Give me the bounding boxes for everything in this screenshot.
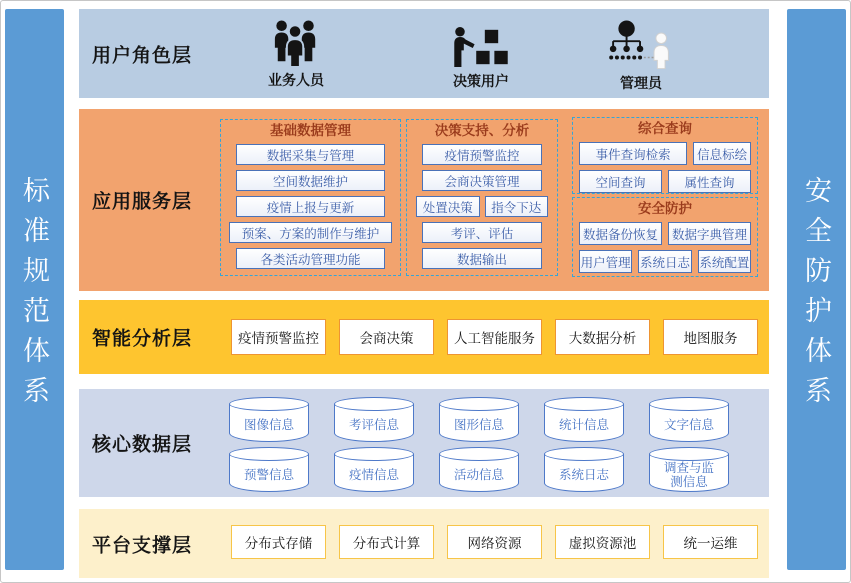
app-box: 信息标绘 (693, 142, 751, 165)
app-box-row (579, 142, 751, 165)
platform-box: 分布式计算 (339, 525, 434, 559)
right-pillar-label: 安全防护体系 (801, 176, 831, 416)
database-cylinder (334, 397, 414, 442)
layer-core-data-label: 核心数据层 (92, 434, 193, 456)
app-box: 各类活动管理功能 (236, 248, 385, 269)
group-security-protection (572, 197, 758, 277)
left-pillar-label: 标准规范体系 (19, 176, 49, 416)
database-cylinder (544, 447, 624, 492)
business-users-icon (268, 19, 324, 67)
group-decision-support (406, 119, 558, 276)
role-business-users-label: 业务人员 (268, 72, 324, 88)
role-admin-label: 管理员 (620, 75, 662, 91)
layer-user-roles (79, 9, 769, 98)
role-admin (579, 20, 703, 93)
database-label: 文字信息 (663, 417, 714, 432)
analysis-box: 会商决策 (339, 319, 434, 355)
app-box: 会商决策管理 (422, 170, 542, 191)
role-decision-user (426, 26, 536, 91)
database-label: 系统日志 (558, 467, 609, 482)
app-box-row (579, 250, 751, 273)
group-security-protection-title: 安全防护 (638, 201, 692, 216)
database-cylinder (439, 447, 519, 492)
app-box: 用户管理 (579, 250, 632, 273)
group-security-protection-body (579, 222, 751, 274)
layer-intelligent-analysis (79, 300, 769, 374)
app-box: 空间查询 (579, 170, 662, 193)
group-decision-support-title: 决策支持、分析 (434, 123, 530, 138)
database-label: 图形信息 (453, 417, 504, 432)
app-box: 空间数据维护 (236, 170, 385, 191)
layer-platform-support-label: 平台支撑层 (92, 535, 193, 556)
group-comprehensive-query (572, 117, 758, 194)
group-decision-support-body (413, 144, 551, 273)
platform-box: 统一运维 (663, 525, 758, 559)
analysis-box: 地图服务 (663, 319, 758, 355)
app-box: 系统配置 (698, 250, 751, 273)
group-basic-data-management-title: 基础数据管理 (270, 123, 351, 138)
database-label: 图像信息 (243, 417, 294, 432)
app-box: 事件查询检索 (579, 142, 687, 165)
group-basic-data-management (220, 119, 401, 276)
platform-box: 网络资源 (447, 525, 542, 559)
database-cylinder (229, 397, 309, 442)
app-box-pair (416, 196, 548, 217)
admin-org-icon (605, 20, 677, 70)
group-basic-data-management-body (227, 144, 394, 273)
app-box: 系统日志 (638, 250, 691, 273)
database-label: 考评信息 (348, 417, 399, 432)
decision-user-icon (449, 26, 513, 68)
analysis-box: 人工智能服务 (447, 319, 542, 355)
layer-core-data (79, 389, 769, 497)
app-box: 疫情上报与更新 (236, 196, 385, 217)
role-decision-user-label: 决策用户 (453, 73, 509, 89)
app-box: 处置决策 (416, 196, 480, 217)
app-box: 指令下达 (485, 196, 549, 217)
database-cylinder (334, 447, 414, 492)
layer-app-services-label: 应用服务层 (92, 191, 193, 213)
app-box: 数据备份恢复 (579, 222, 662, 245)
analysis-box: 大数据分析 (555, 319, 650, 355)
layer-app-services (79, 109, 769, 291)
app-box: 数据采集与管理 (236, 144, 385, 165)
database-cylinder (649, 397, 729, 442)
platform-box: 虚拟资源池 (555, 525, 650, 559)
diagram-main-column (79, 1, 769, 583)
app-box: 预案、方案的制作与维护 (229, 222, 392, 243)
layer-platform-support (79, 509, 769, 578)
database-label: 疫情信息 (348, 467, 399, 482)
database-cylinder (649, 447, 729, 492)
database-label: 活动信息 (453, 467, 504, 482)
analysis-box-row (231, 319, 758, 355)
database-label: 调查与监测信息 (663, 460, 714, 489)
layer-intelligent-analysis-label: 智能分析层 (92, 328, 193, 350)
platform-box: 分布式存储 (231, 525, 326, 559)
database-cylinder (439, 397, 519, 442)
app-box: 考评、评估 (422, 222, 542, 243)
app-box: 属性查询 (668, 170, 751, 193)
role-business-users (236, 19, 356, 90)
database-label: 预警信息 (243, 467, 294, 482)
app-box: 数据输出 (422, 248, 542, 269)
analysis-box: 疫情预警监控 (231, 319, 326, 355)
database-cylinder (229, 447, 309, 492)
layer-user-roles-label: 用户角色层 (92, 45, 193, 66)
platform-box-row (231, 525, 758, 559)
database-label: 统计信息 (558, 417, 609, 432)
app-box: 疫情预警监控 (422, 144, 542, 165)
database-cylinder (544, 397, 624, 442)
group-comprehensive-query-body (579, 142, 751, 193)
database-grid (229, 397, 729, 492)
app-box: 数据字典管理 (668, 222, 751, 245)
app-box-row (579, 222, 751, 245)
right-pillar (787, 9, 846, 570)
app-box-row (579, 170, 751, 193)
left-pillar (5, 9, 64, 570)
group-comprehensive-query-title: 综合查询 (638, 121, 692, 136)
